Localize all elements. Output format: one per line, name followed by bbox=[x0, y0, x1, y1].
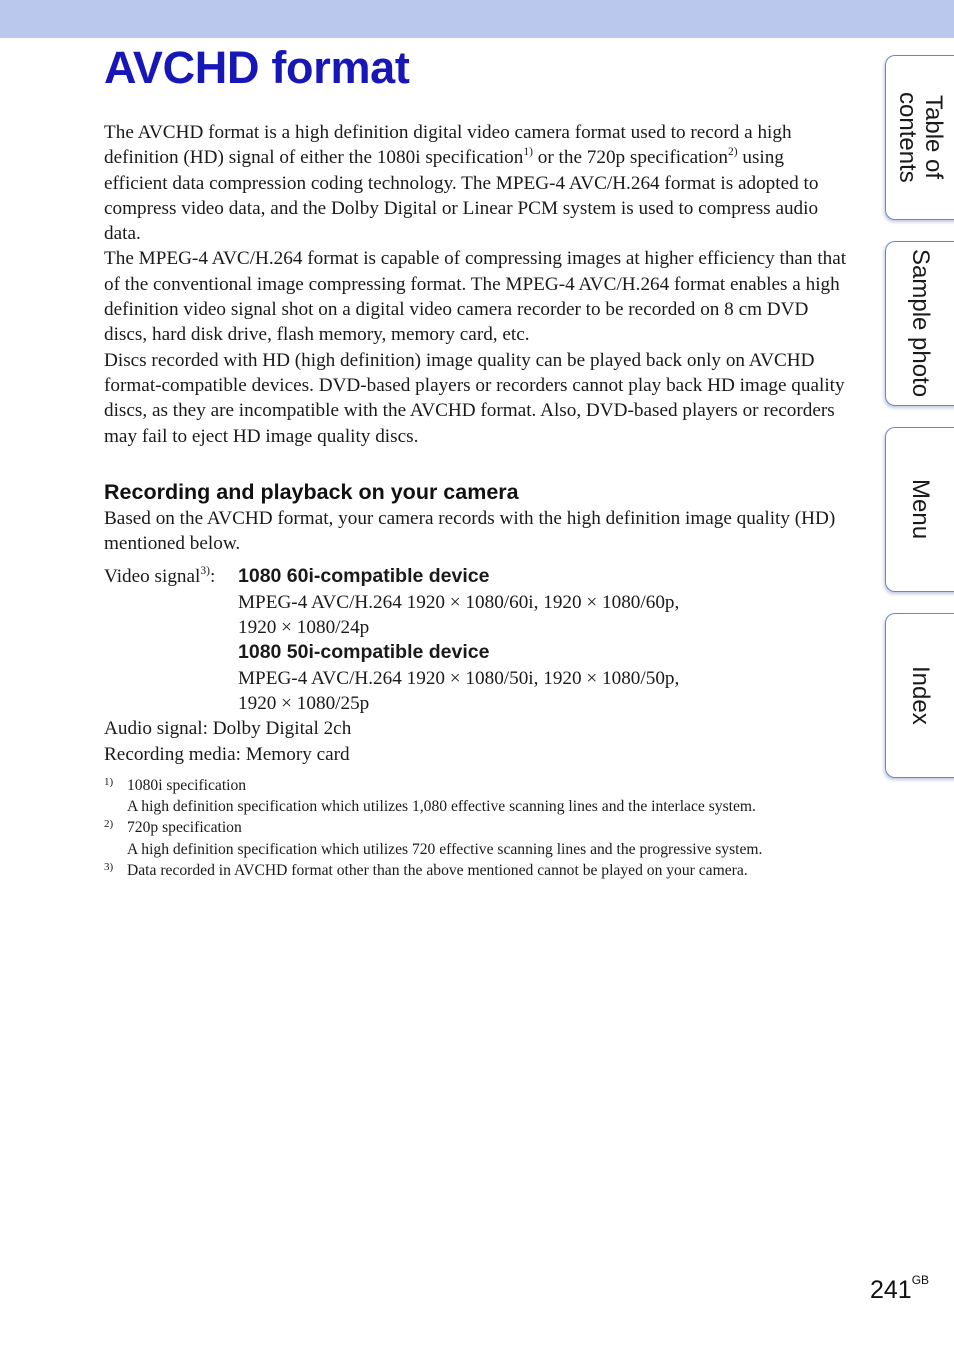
device-60i-line-2: 1920 × 1080/24p bbox=[238, 617, 370, 639]
footnote-text: A high definition specification which utilizes 1,080 effective scanning lines and the interlace system. bbox=[127, 798, 756, 816]
footnote-text: A high definition specification which utilizes 720 effective scanning lines and the progressive system. bbox=[127, 840, 763, 858]
footnote-title: 1080i specification bbox=[127, 776, 247, 794]
tab-label: Menu bbox=[907, 479, 934, 540]
footnote-number: 3) bbox=[104, 861, 114, 874]
section-lead: Based on the AVCHD format, your camera records with the high definition image quality (HD) mentioned below. bbox=[104, 507, 836, 555]
footnote-1 bbox=[104, 775, 849, 818]
page-number-suffix: GB bbox=[911, 1272, 930, 1287]
tab-index[interactable] bbox=[885, 613, 954, 778]
device-50i-line-2: 1920 × 1080/25p bbox=[238, 692, 370, 714]
video-signal-values bbox=[238, 564, 849, 716]
footnote-3 bbox=[104, 860, 849, 881]
footnote-ref-1: 1) bbox=[523, 145, 533, 158]
intro-paragraph-3: Discs recorded with HD (high definition) image quality can be played back only on AVCHD format-compatible devices. DVD-based players or recorders cannot play back HD image quality discs, as they are incompatible with the AVCHD format. Also, DVD-based players or recorders may fail to eject HD image quality discs. bbox=[104, 349, 845, 447]
footnote-2 bbox=[104, 817, 849, 860]
footnote-number: 1) bbox=[104, 775, 114, 788]
tab-label: Sample photo bbox=[907, 249, 934, 398]
footnote-title: 720p specification bbox=[127, 819, 242, 837]
footnote-ref-3: 3) bbox=[200, 565, 210, 578]
tab-label: Table of contents bbox=[894, 92, 947, 183]
page-number-value: 241 bbox=[870, 1276, 912, 1304]
video-signal-colon: : bbox=[209, 566, 216, 588]
device-title-60i: 1080 60i-compatible device bbox=[238, 565, 490, 588]
device-50i-line-1: MPEG-4 AVC/H.264 1920 × 1080/50i, 1920 × 1080/50p, bbox=[238, 667, 680, 689]
video-signal-label-text: Video signal bbox=[104, 566, 201, 588]
page-number bbox=[870, 1272, 930, 1305]
tab-label: Index bbox=[907, 666, 934, 725]
tab-table-of-contents[interactable] bbox=[885, 55, 954, 220]
footnote-ref-2: 2) bbox=[727, 145, 738, 158]
device-title-50i: 1080 50i-compatible device bbox=[238, 641, 490, 664]
page-title: AVCHD format bbox=[104, 42, 410, 93]
video-signal-label bbox=[104, 564, 238, 716]
intro-paragraph-2: The MPEG-4 AVC/H.264 format is capable of compressing images at higher efficiency than that of the conventional image compressing format. The MPEG-4 AVC/H.264 format enables a high definition video signal shot on a digital video camera recorder to be recorded on 8 cm DVD discs, hard disk drive, flash memory, memory card, etc. bbox=[104, 248, 847, 346]
footnote-title: Data recorded in AVCHD format other than the above mentioned cannot be played on your camera. bbox=[127, 862, 748, 880]
recording-media: Recording media: Memory card bbox=[104, 743, 350, 765]
section-heading: Recording and playback on your camera bbox=[104, 479, 519, 504]
main-content bbox=[104, 120, 849, 881]
footnotes bbox=[104, 775, 849, 881]
device-60i-line-1: MPEG-4 AVC/H.264 1920 × 1080/60i, 1920 × 1080/60p, bbox=[238, 591, 680, 613]
intro-p1-text-b: or the 720p specification bbox=[532, 147, 728, 169]
top-banner bbox=[0, 0, 954, 38]
tab-menu[interactable] bbox=[885, 427, 954, 592]
video-signal-spec bbox=[104, 564, 849, 716]
tab-sample-photo[interactable] bbox=[885, 241, 954, 406]
intro-paragraph-1 bbox=[104, 120, 849, 246]
footnote-number: 2) bbox=[104, 818, 114, 831]
intro-p1-text-a: The AVCHD format is a high definition digital video camera format used to record a high definition (HD) signal of either the 1080i specification bbox=[104, 122, 792, 169]
audio-signal: Audio signal: Dolby Digital 2ch bbox=[104, 718, 352, 740]
intro-p1-text-c: using efficient data compression coding technology. The MPEG-4 AVC/H.264 format is adopted to compress video data, and the Dolby Digital or Linear PCM system is used to compress audio data. bbox=[104, 147, 819, 245]
